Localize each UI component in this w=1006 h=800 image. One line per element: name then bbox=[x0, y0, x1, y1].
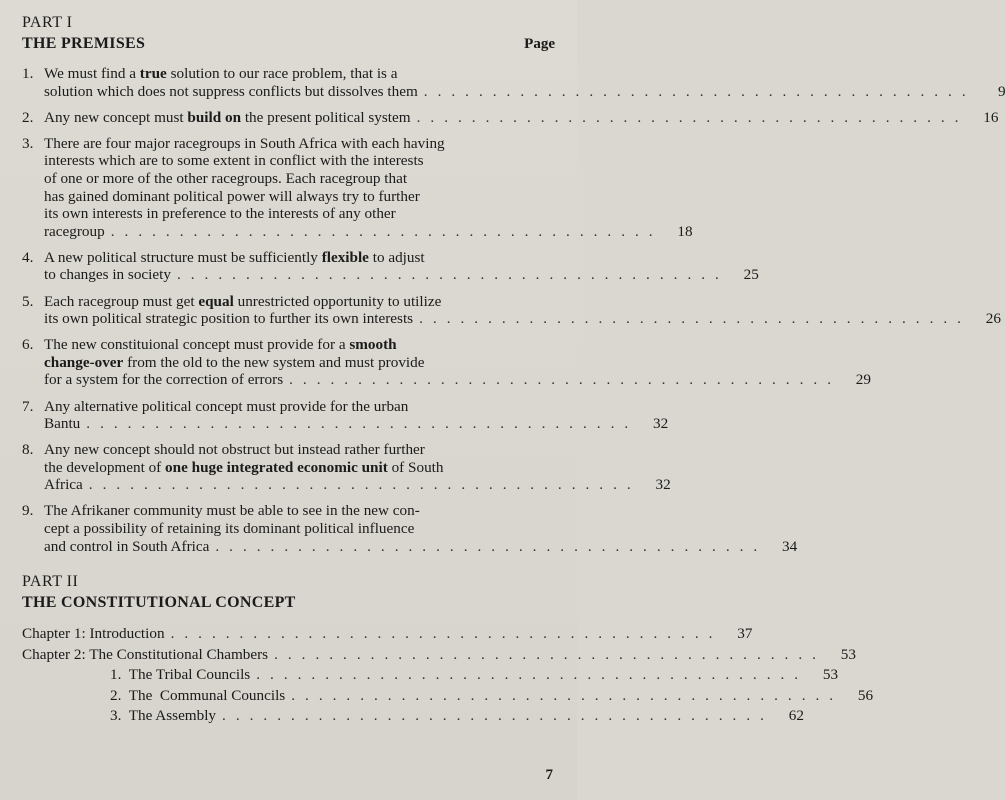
part-1-title: THE PREMISES bbox=[22, 35, 146, 52]
page-number: 53 bbox=[822, 666, 839, 684]
list-item bbox=[22, 397, 669, 433]
item-text: cept a possibility of retaining its dominant political influence bbox=[44, 520, 415, 538]
chapter-title: Chapter 1: Introduction bbox=[22, 625, 165, 643]
item-text: solution to our race problem, that is a bbox=[166, 65, 398, 82]
chapter-title: Chapter 2: The Constitutional Chambers bbox=[22, 645, 269, 663]
item-text: interests which are to some extent in conflict with the interests bbox=[44, 152, 424, 170]
item-text: its own political strategic position to further its own interests bbox=[44, 310, 414, 328]
list-item bbox=[22, 65, 1006, 100]
dot-leader: ........................................ bbox=[222, 707, 774, 725]
page-number: 18 bbox=[677, 222, 693, 240]
item-emphasis: one huge integrated economic unit bbox=[165, 458, 388, 476]
dot-leader: ........................................ bbox=[256, 666, 809, 684]
item-number: 8. bbox=[22, 441, 34, 459]
part-1-label: PART I bbox=[22, 14, 73, 31]
item-text: Africa bbox=[44, 476, 83, 494]
page-number: 53 bbox=[840, 645, 856, 663]
item-text: The new constituional concept must provide for a bbox=[44, 336, 350, 354]
page-number: 29 bbox=[855, 371, 871, 389]
item-number: 5. bbox=[22, 292, 34, 310]
page-number: 26 bbox=[985, 310, 1001, 328]
item-emphasis: smooth bbox=[349, 336, 397, 354]
item-text: its own interests in preference to the interests of any other bbox=[44, 205, 396, 223]
page-column-header: Page bbox=[524, 36, 555, 52]
dot-leader: ........................................ bbox=[416, 108, 969, 126]
section-entry bbox=[22, 706, 804, 727]
item-text: racegroup bbox=[44, 222, 105, 240]
chapter-entry bbox=[22, 624, 753, 645]
item-number: 7. bbox=[22, 397, 34, 415]
item-text: has gained dominant political power will always try to further bbox=[44, 187, 420, 205]
item-text: Any new concept must bbox=[44, 108, 188, 126]
page-number: 16 bbox=[983, 108, 999, 126]
item-number: 2. bbox=[22, 108, 34, 126]
dot-leader: ........................................ bbox=[274, 645, 826, 663]
list-item bbox=[22, 248, 759, 284]
section-entry bbox=[22, 665, 839, 686]
item-text: to changes in society bbox=[44, 266, 171, 284]
part-2-section bbox=[22, 573, 874, 727]
section-title: 3. The Assembly bbox=[110, 707, 217, 725]
item-text: the present political system bbox=[241, 108, 411, 126]
dot-leader: ........................................ bbox=[419, 310, 971, 328]
chapter-entry bbox=[22, 645, 856, 666]
item-text: We must find a bbox=[44, 65, 140, 82]
part-2-title: THE CONSTITUTIONAL CONCEPT bbox=[22, 594, 296, 612]
item-number: 6. bbox=[22, 336, 34, 354]
item-text: of one or more of the other racegroups. Each racegroup that bbox=[44, 169, 408, 187]
dot-leader: ........................................ bbox=[110, 222, 663, 240]
item-text: unrestricted opportunity to utilize bbox=[233, 292, 442, 310]
dot-leader: ........................................ bbox=[291, 686, 844, 704]
list-item bbox=[22, 292, 1001, 328]
page-number: 25 bbox=[743, 266, 759, 284]
page-number: 56 bbox=[857, 686, 874, 704]
page-number: 32 bbox=[652, 415, 669, 433]
item-text: Each racegroup must get bbox=[44, 292, 199, 310]
section-title: 2. The Communal Councils bbox=[110, 686, 286, 704]
dot-leader: ........................................ bbox=[423, 82, 976, 100]
section-title: 1. The Tribal Councils bbox=[110, 666, 251, 684]
list-item bbox=[22, 134, 693, 241]
item-text: The Afrikaner community must be able to see in the new con- bbox=[44, 502, 420, 520]
dot-leader: ........................................ bbox=[88, 476, 641, 494]
item-text: of South bbox=[387, 458, 444, 476]
item-text: to adjust bbox=[368, 248, 425, 266]
dot-leader: ........................................ bbox=[176, 266, 729, 284]
item-text: and control in South Africa bbox=[44, 537, 210, 555]
premises-list bbox=[22, 65, 1006, 555]
item-emphasis: true bbox=[139, 65, 167, 82]
page-number: 37 bbox=[737, 625, 753, 643]
item-text: the development of bbox=[44, 458, 166, 476]
part-2-label: PART II bbox=[22, 573, 79, 591]
chapter-list bbox=[22, 624, 874, 727]
item-text: Any new concept should not obstruct but instead rather further bbox=[44, 441, 425, 459]
dot-leader: ........................................ bbox=[86, 415, 639, 433]
dot-leader: ........................................ bbox=[289, 371, 841, 389]
item-emphasis: build on bbox=[187, 108, 242, 126]
item-number: 1. bbox=[22, 65, 34, 82]
page-number: 32 bbox=[655, 476, 671, 494]
item-text: for a system for the correction of errors bbox=[44, 371, 284, 389]
page-number: 9 bbox=[998, 82, 1006, 100]
item-text: solution which does not suppress conflicts but dissolves them bbox=[44, 82, 418, 100]
page-folio: 7 bbox=[545, 767, 553, 783]
item-emphasis: flexible bbox=[321, 248, 369, 266]
item-text: A new political structure must be sufficiently bbox=[44, 248, 322, 266]
dot-leader: ........................................ bbox=[215, 537, 768, 555]
list-item bbox=[22, 108, 999, 127]
item-number: 9. bbox=[22, 502, 34, 520]
page-number: 62 bbox=[788, 707, 804, 725]
item-number: 4. bbox=[22, 248, 34, 266]
section-entry bbox=[22, 686, 874, 707]
item-emphasis: equal bbox=[198, 292, 234, 310]
item-text: There are four major racegroups in South Africa with each having bbox=[44, 134, 445, 152]
list-item bbox=[22, 441, 671, 494]
item-text: Any alternative political concept must provide for the urban bbox=[44, 397, 409, 415]
dot-leader: ........................................ bbox=[170, 625, 723, 643]
item-emphasis: change-over bbox=[44, 353, 124, 371]
item-number: 3. bbox=[22, 134, 34, 152]
list-item bbox=[22, 502, 798, 555]
part-1-header bbox=[22, 35, 555, 53]
item-text: Bantu bbox=[44, 415, 81, 433]
item-text: from the old to the new system and must provide bbox=[123, 353, 425, 371]
page-number: 34 bbox=[782, 537, 798, 555]
list-item bbox=[22, 336, 871, 389]
